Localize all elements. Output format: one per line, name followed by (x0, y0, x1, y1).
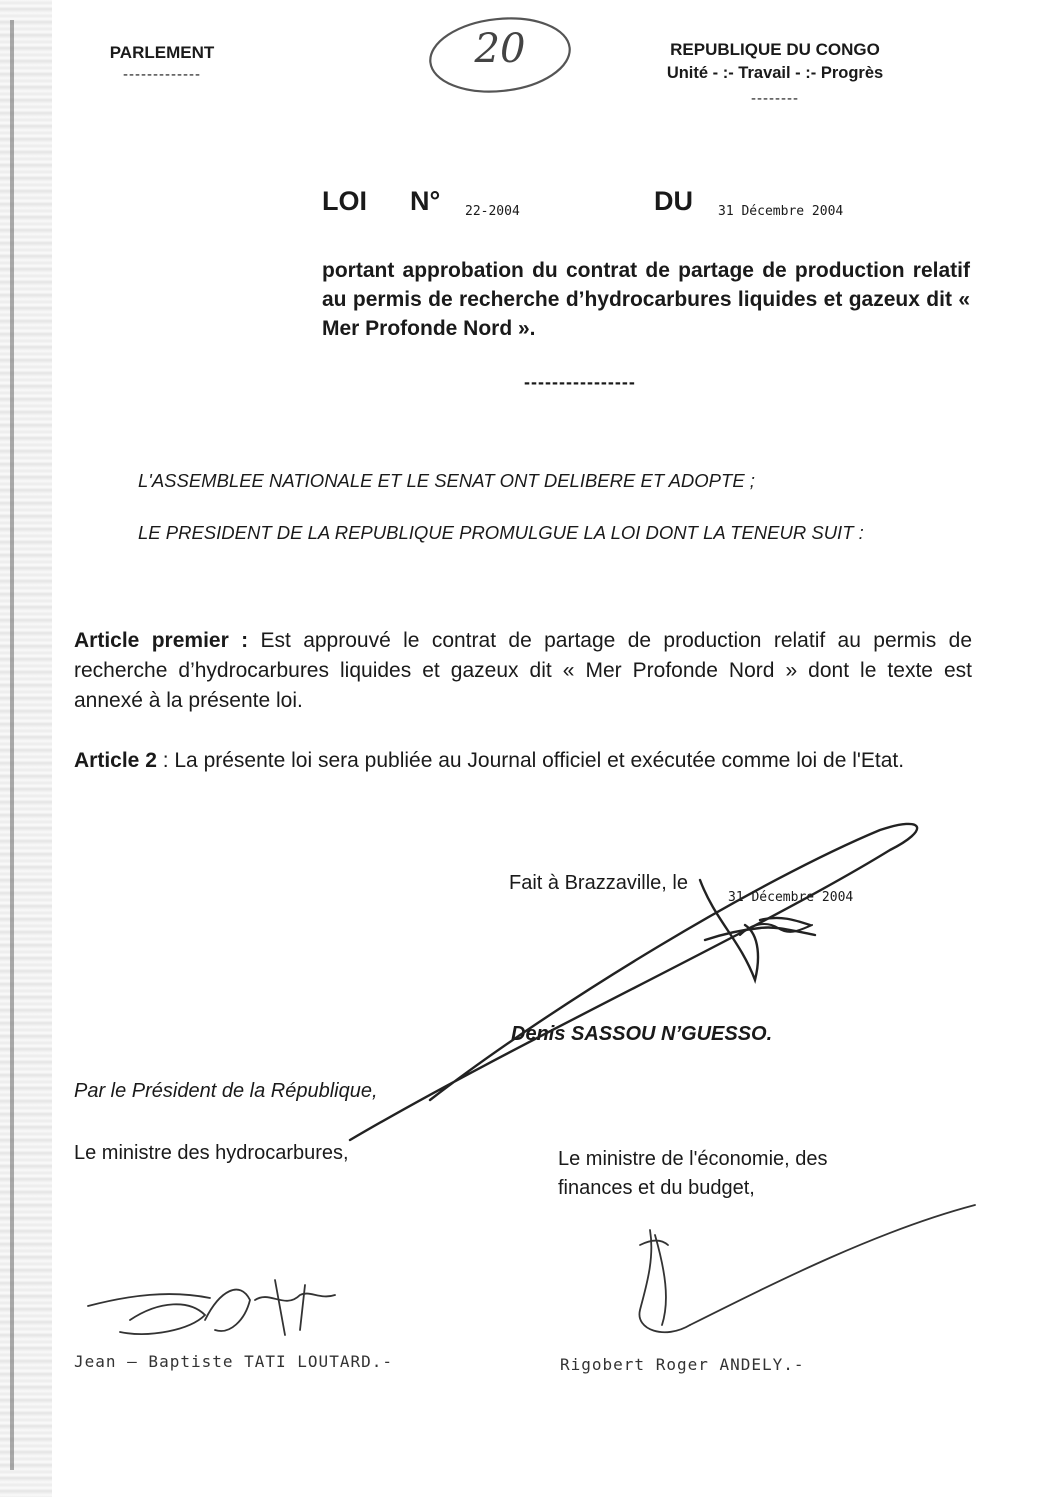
minister-1-signature-icon (88, 1280, 335, 1335)
page-number: 20 (474, 26, 526, 72)
republic-title: REPUBLIQUE DU CONGO (670, 40, 880, 59)
republic-motto: Unité - :- Travail - :- Progrès (666, 64, 884, 82)
article-1-label: Article premier : (74, 629, 249, 652)
president-signature-icon (350, 824, 917, 1140)
number-label: N° (410, 186, 441, 216)
law-subject: portant approbation du contrat de partage de production relatif au permis de recherche d’hydrocarbures liquides et gazeux dit « Mer Profonde Nord ». (322, 259, 970, 340)
republic-dashes: -------- (751, 90, 799, 107)
law-date: 31 Décembre 2004 (718, 204, 844, 219)
law-number: 22-2004 (465, 204, 520, 219)
du-label: DU (654, 186, 693, 216)
preamble-line-2: LE PRESIDENT DE LA REPUBLIQUE PROMULGUE LA LOI DONT LA TENEUR SUIT : (138, 522, 864, 543)
minister-2-title-line-2: finances et du budget, (558, 1177, 755, 1199)
article-2-text: : La présente loi sera publiée au Journal officiel et exécutée comme loi de l'Etat. (156, 749, 905, 772)
minister-1-title: Le ministre des hydrocarbures, (74, 1142, 349, 1164)
president-name: Denis SASSOU N’GUESSO. (511, 1023, 773, 1045)
minister-2-name: Rigobert Roger ANDELY.- (560, 1355, 805, 1374)
signature-date: 31 Décembre 2004 (728, 890, 854, 905)
minister-2-signature-icon (639, 1205, 975, 1332)
parliament-title: PARLEMENT (109, 43, 215, 62)
article-1-text: Est approuvé le contrat de partage de production relatif au permis de recherche d’hydrocarbures liquides et gazeux dit « Mer Profonde Nord » dont le texte est annexé à la présente loi. (74, 629, 973, 712)
minister-2-title-line-1: Le ministre de l'économie, des (558, 1148, 828, 1170)
signature-place: Fait à Brazzaville, le (509, 872, 688, 894)
article-2-label: Article 2 (74, 749, 157, 772)
by-president-line: Par le Président de la République, (74, 1080, 378, 1102)
preamble-line-1: L'ASSEMBLEE NATIONALE ET LE SENAT ONT DELIBERE ET ADOPTE ; (138, 470, 755, 491)
minister-1-name: Jean – Baptiste TATI LOUTARD.- (74, 1352, 393, 1371)
loi-label: LOI (322, 186, 367, 216)
subject-dashes: ---------------- (524, 372, 636, 392)
parliament-dashes: ------------- (123, 66, 201, 83)
